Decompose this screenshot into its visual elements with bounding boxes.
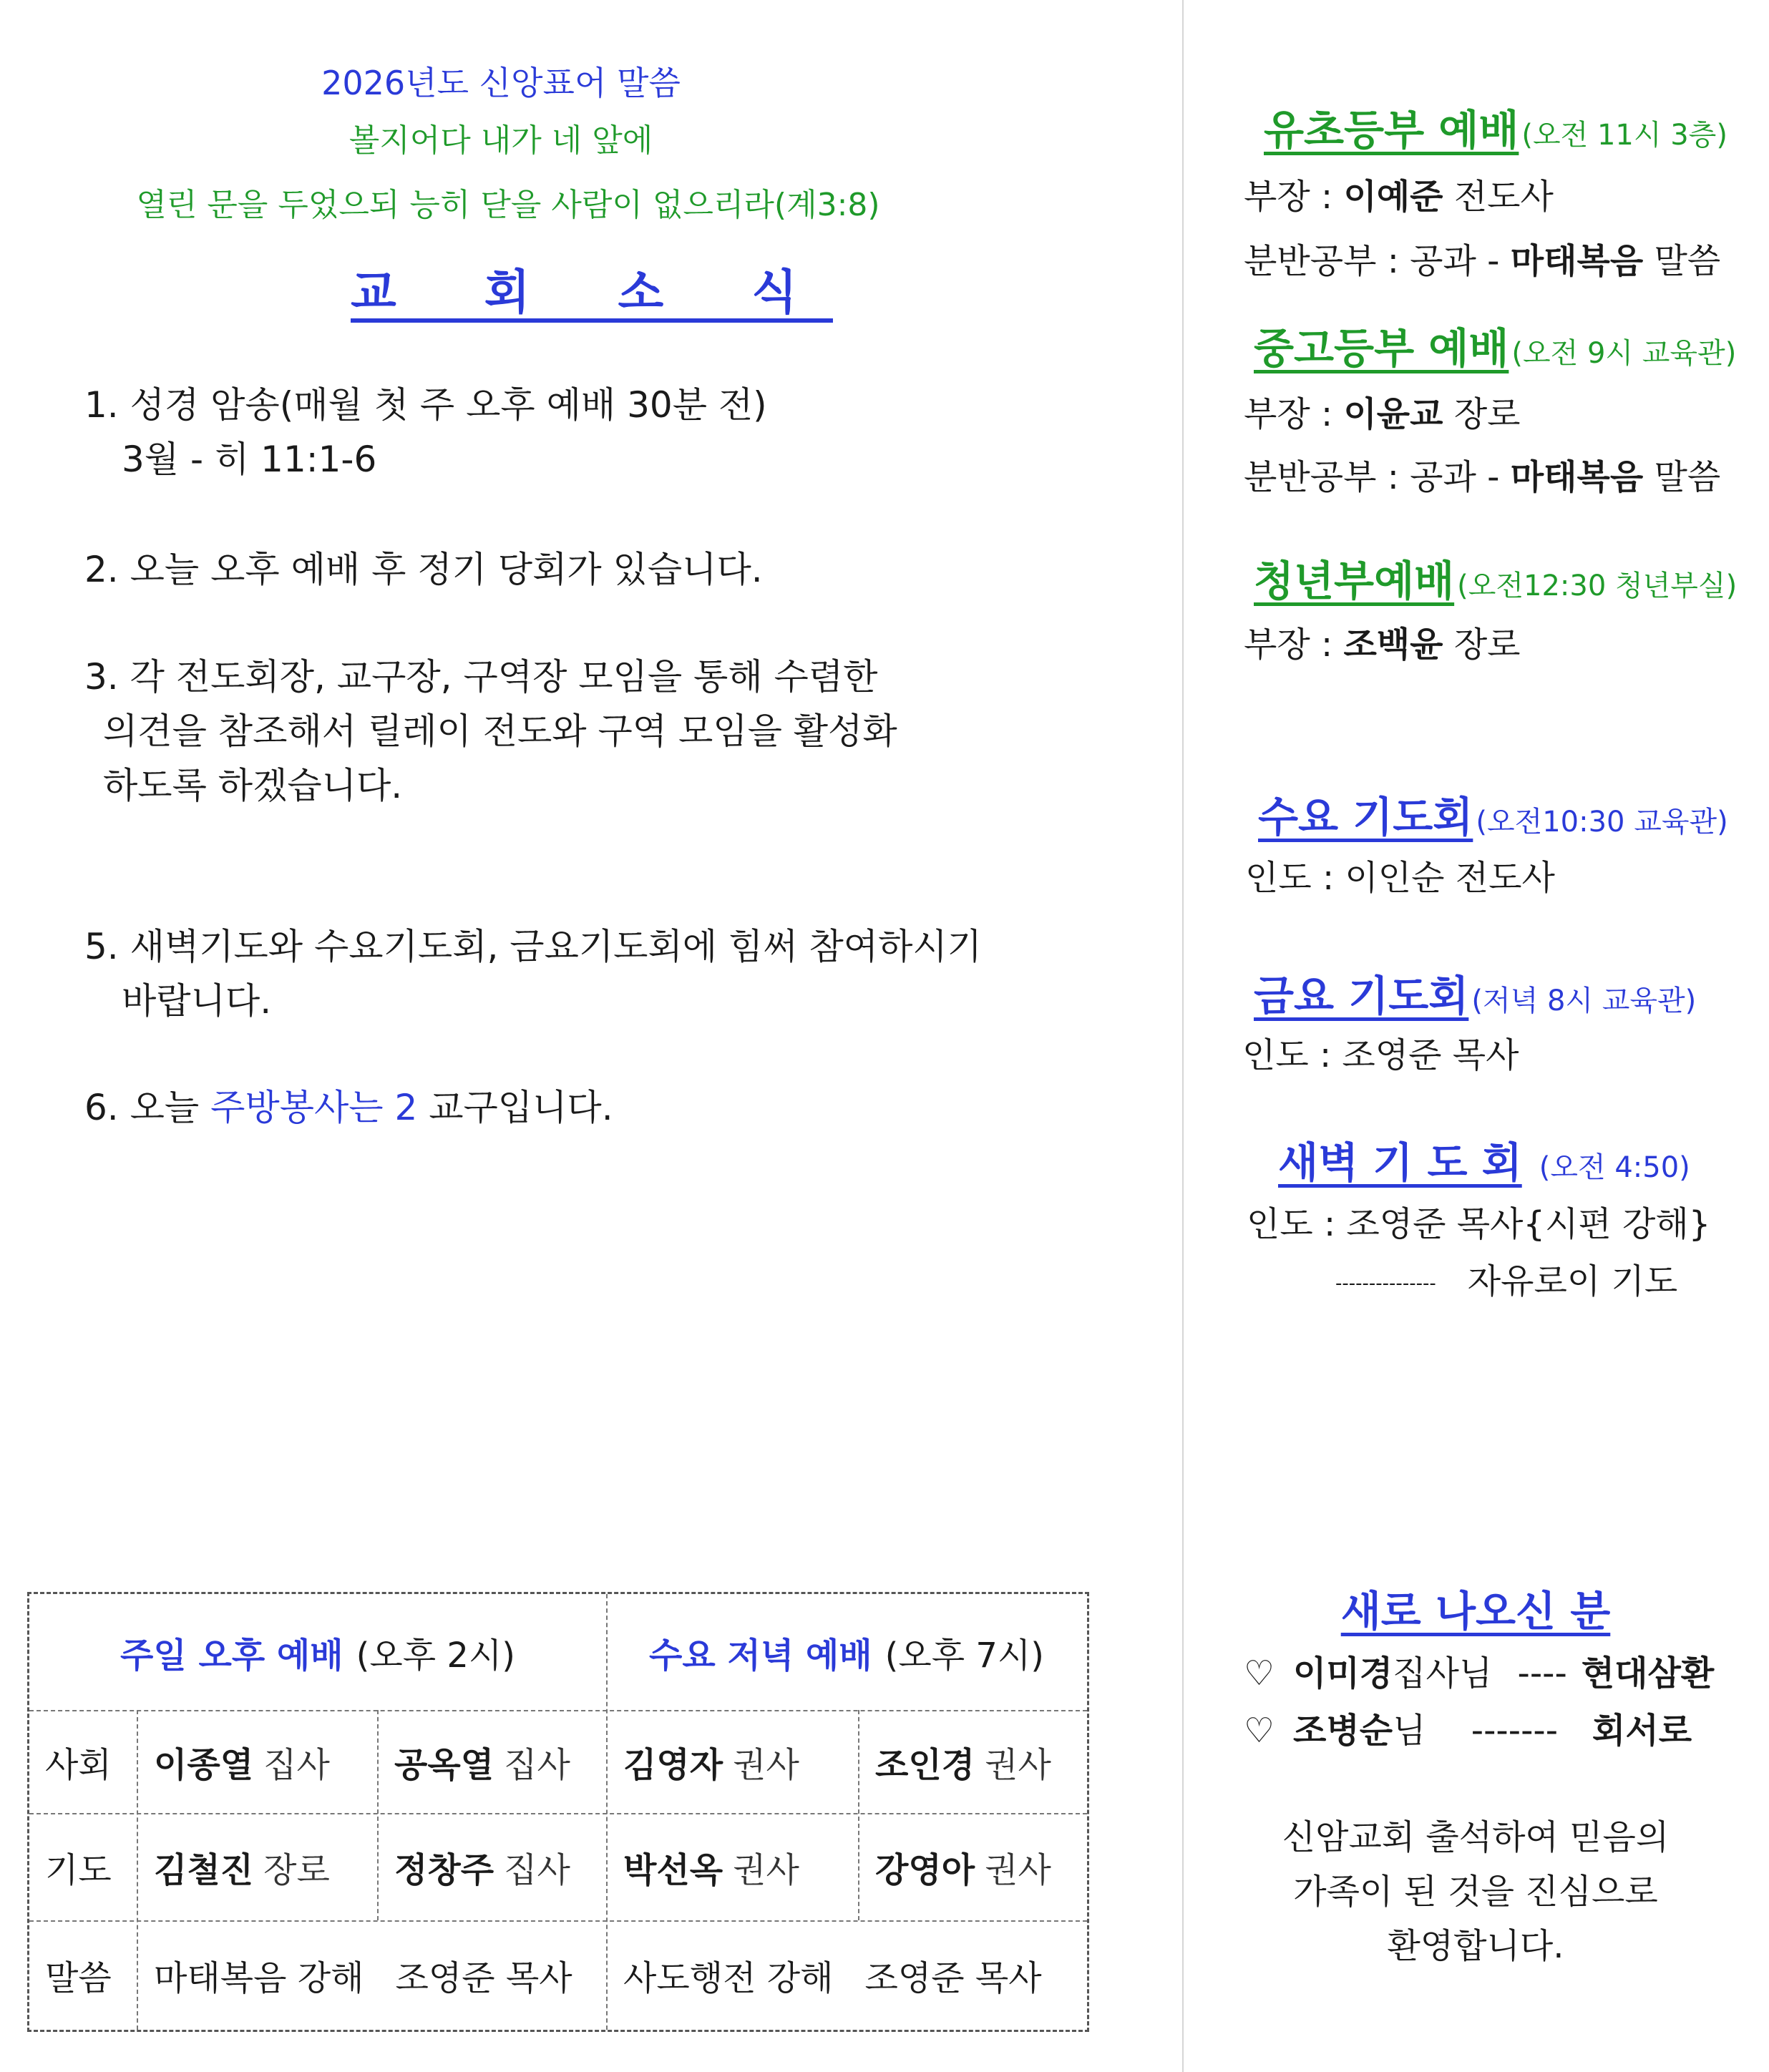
kids-head-name: 이예준 <box>1343 177 1443 217</box>
young-adult-service-title: 청년부예배 (오전12:30 청년부실) <box>1254 557 1738 605</box>
welcome-line-2: 가족이 된 것을 진심으로 <box>1293 1872 1658 1912</box>
news-item-1-line-1: 1. 성경 암송(매월 첫 주 오후 예배 30분 전) <box>84 384 767 426</box>
wednesday-service-header <box>606 1594 1087 1710</box>
table-cell <box>858 1710 1087 1813</box>
person-name: 김영자 <box>623 1744 723 1785</box>
newcomer-2-title: 님 <box>1393 1711 1426 1751</box>
sunday-sermon-text: 마태복음 강해 <box>154 1958 364 1998</box>
wednesday-prayer-leader: 인도 : 이인순 전도사 <box>1245 858 1555 898</box>
news-item-3-line-3: 하도록 하겠습니다. <box>103 765 403 806</box>
friday-prayer-title: 금요 기도회 (저녁 8시 교육관) <box>1254 972 1697 1020</box>
newcomer-2-name: 조병순 <box>1293 1711 1393 1751</box>
friday-prayer-time: (저녁 8시 교육관) <box>1471 984 1697 1017</box>
table-cell <box>137 1710 377 1813</box>
person-name: 정창주 <box>394 1849 494 1890</box>
service-schedule-table <box>27 1592 1089 2032</box>
kids-service-time: (오전 11시 3층) <box>1521 119 1727 152</box>
person-role: 집사 <box>504 1744 570 1785</box>
youth-study-line: 분반공부 : 공과 - 마태복음 말씀 <box>1244 457 1721 497</box>
friday-prayer-leader: 인도 : 조영준 목사 <box>1242 1035 1519 1075</box>
news-item-2: 2. 오늘 오후 예배 후 정기 당회가 있습니다. <box>84 549 763 590</box>
youth-service-time: (오전 9시 교육관) <box>1511 337 1737 370</box>
news-item-1-line-2: 3월 - 히 11:1-6 <box>122 439 377 480</box>
dawn-prayer-time: (오전 4:50) <box>1539 1151 1690 1184</box>
table-cell <box>858 1813 1087 1920</box>
person-name: 이종열 <box>154 1744 254 1785</box>
row-label-sermon: 말씀 <box>45 1958 112 1998</box>
youth-head-name: 이윤교 <box>1343 394 1443 434</box>
heart-icon: ♡ <box>1244 1711 1275 1751</box>
verse-line-2: 열린 문을 두었으되 능히 닫을 사람이 없으리라(계3:8) <box>136 187 880 223</box>
young-adult-service-time: (오전12:30 청년부실) <box>1457 570 1738 602</box>
news-item-6-pre: 6. 오늘 <box>84 1087 211 1128</box>
kids-head-line: 부장 : 이예준 전도사 <box>1244 177 1554 217</box>
news-item-3-line-1: 3. 각 전도회장, 교구장, 구역장 모임을 통해 수렴한 <box>84 656 878 698</box>
youth-service-title: 중고등부 예배 (오전 9시 교육관) <box>1254 324 1737 373</box>
welcome-line-1: 신암교회 출석하여 믿음의 <box>1282 1817 1670 1857</box>
dawn-prayer-free: 자유로이 기도 <box>1467 1261 1678 1301</box>
sunday-service-header <box>29 1594 606 1710</box>
wednesday-preacher: 조영준 목사 <box>864 1958 1042 1998</box>
dawn-prayer-title: 새벽 기 도 회 (오전 4:50) <box>1278 1138 1690 1187</box>
wednesday-sermon-cell <box>606 1920 1087 2030</box>
newcomer-1-title: 집사님 <box>1393 1653 1493 1694</box>
person-role: 권사 <box>733 1849 799 1890</box>
young-adult-head-line: 부장 : 조백윤 장로 <box>1244 625 1521 665</box>
newcomer-1 <box>1244 1646 1714 1695</box>
newcomer-1-dash: ---- <box>1517 1653 1567 1694</box>
person-name: 공옥열 <box>394 1744 494 1785</box>
person-name: 김철진 <box>154 1849 254 1890</box>
table-cell <box>377 1710 606 1813</box>
person-name: 박선옥 <box>623 1849 723 1890</box>
table-cell <box>606 1710 858 1813</box>
newcomer-2-dash: ------- <box>1471 1711 1559 1751</box>
news-title: 교 회 소 식 <box>351 265 833 320</box>
sunday-service-title: 주일 오후 예배 <box>120 1635 343 1676</box>
youth-head-line: 부장 : 이윤교 장로 <box>1244 394 1521 434</box>
newcomer-2 <box>1244 1703 1692 1752</box>
heart-icon: ♡ <box>1244 1653 1275 1694</box>
table-cell <box>606 1813 858 1920</box>
welcome-message <box>1182 1810 1769 1973</box>
news-item-3-line-2: 의견을 참조해서 릴레이 전도와 구역 모임을 활성화 <box>103 710 897 752</box>
table-cell <box>137 1813 377 1920</box>
row-label-host: 사회 <box>45 1744 112 1785</box>
wednesday-sermon-text: 사도행전 강해 <box>623 1958 834 1998</box>
kids-study-line: 분반공부 : 공과 - 마태복음 말씀 <box>1244 241 1721 281</box>
person-name: 강영아 <box>875 1849 975 1890</box>
dawn-prayer-leader: 인도 : 조영준 목사{시편 강해} <box>1247 1204 1711 1244</box>
wednesday-prayer-time: (오전10:30 교육관) <box>1476 806 1728 839</box>
newcomer-2-from: 회서로 <box>1592 1711 1692 1751</box>
person-role: 권사 <box>985 1849 1051 1890</box>
person-role: 장로 <box>263 1849 330 1890</box>
news-item-5-line-2: 바랍니다. <box>122 980 272 1022</box>
dawn-prayer-free-line <box>1335 1254 1677 1303</box>
news-item-5 <box>84 919 982 1028</box>
row-label-prayer: 기도 <box>45 1849 112 1890</box>
young-adult-head-name: 조백윤 <box>1343 625 1443 665</box>
sunday-service-time: (오후 2시) <box>356 1635 515 1676</box>
table-cell <box>377 1813 606 1920</box>
wednesday-service-time: (오후 7시) <box>884 1635 1044 1676</box>
welcome-line-3: 환영합니다. <box>1387 1926 1564 1966</box>
news-item-3 <box>84 650 897 813</box>
person-role: 집사 <box>504 1849 570 1890</box>
page-divider <box>1182 0 1184 2072</box>
kids-service-title: 유초등부 예배 (오전 11시 3층) <box>1264 106 1727 155</box>
news-item-5-line-1: 5. 새벽기도와 수요기도회, 금요기도회에 힘써 참여하시기 <box>84 926 982 967</box>
person-role: 집사 <box>263 1744 330 1785</box>
news-item-6 <box>84 1080 613 1135</box>
person-name: 조인경 <box>875 1744 975 1785</box>
newcomer-1-name: 이미경 <box>1293 1653 1393 1694</box>
newcomers-title: 새로 나오신 분 <box>1340 1587 1611 1636</box>
newcomer-1-from: 현대삼환 <box>1581 1653 1715 1694</box>
dawn-prayer-dashes: --------------- <box>1335 1273 1436 1294</box>
kitchen-duty-highlight: 주방봉사는 2 <box>210 1087 418 1128</box>
verse-title: 2026년도 신앙표어 말씀 <box>321 64 681 102</box>
person-role: 권사 <box>985 1744 1051 1785</box>
sunday-preacher: 조영준 목사 <box>395 1958 572 1998</box>
sunday-sermon-cell <box>137 1920 606 2030</box>
wednesday-prayer-title: 수요 기도회 (오전10:30 교육관) <box>1258 793 1728 841</box>
news-item-1 <box>84 378 767 487</box>
wednesday-service-title: 수요 저녁 예배 <box>649 1635 872 1676</box>
person-role: 권사 <box>733 1744 799 1785</box>
news-item-6-post: 교구입니다. <box>417 1087 613 1128</box>
verse-line-1: 볼지어다 내가 네 앞에 <box>349 122 653 159</box>
